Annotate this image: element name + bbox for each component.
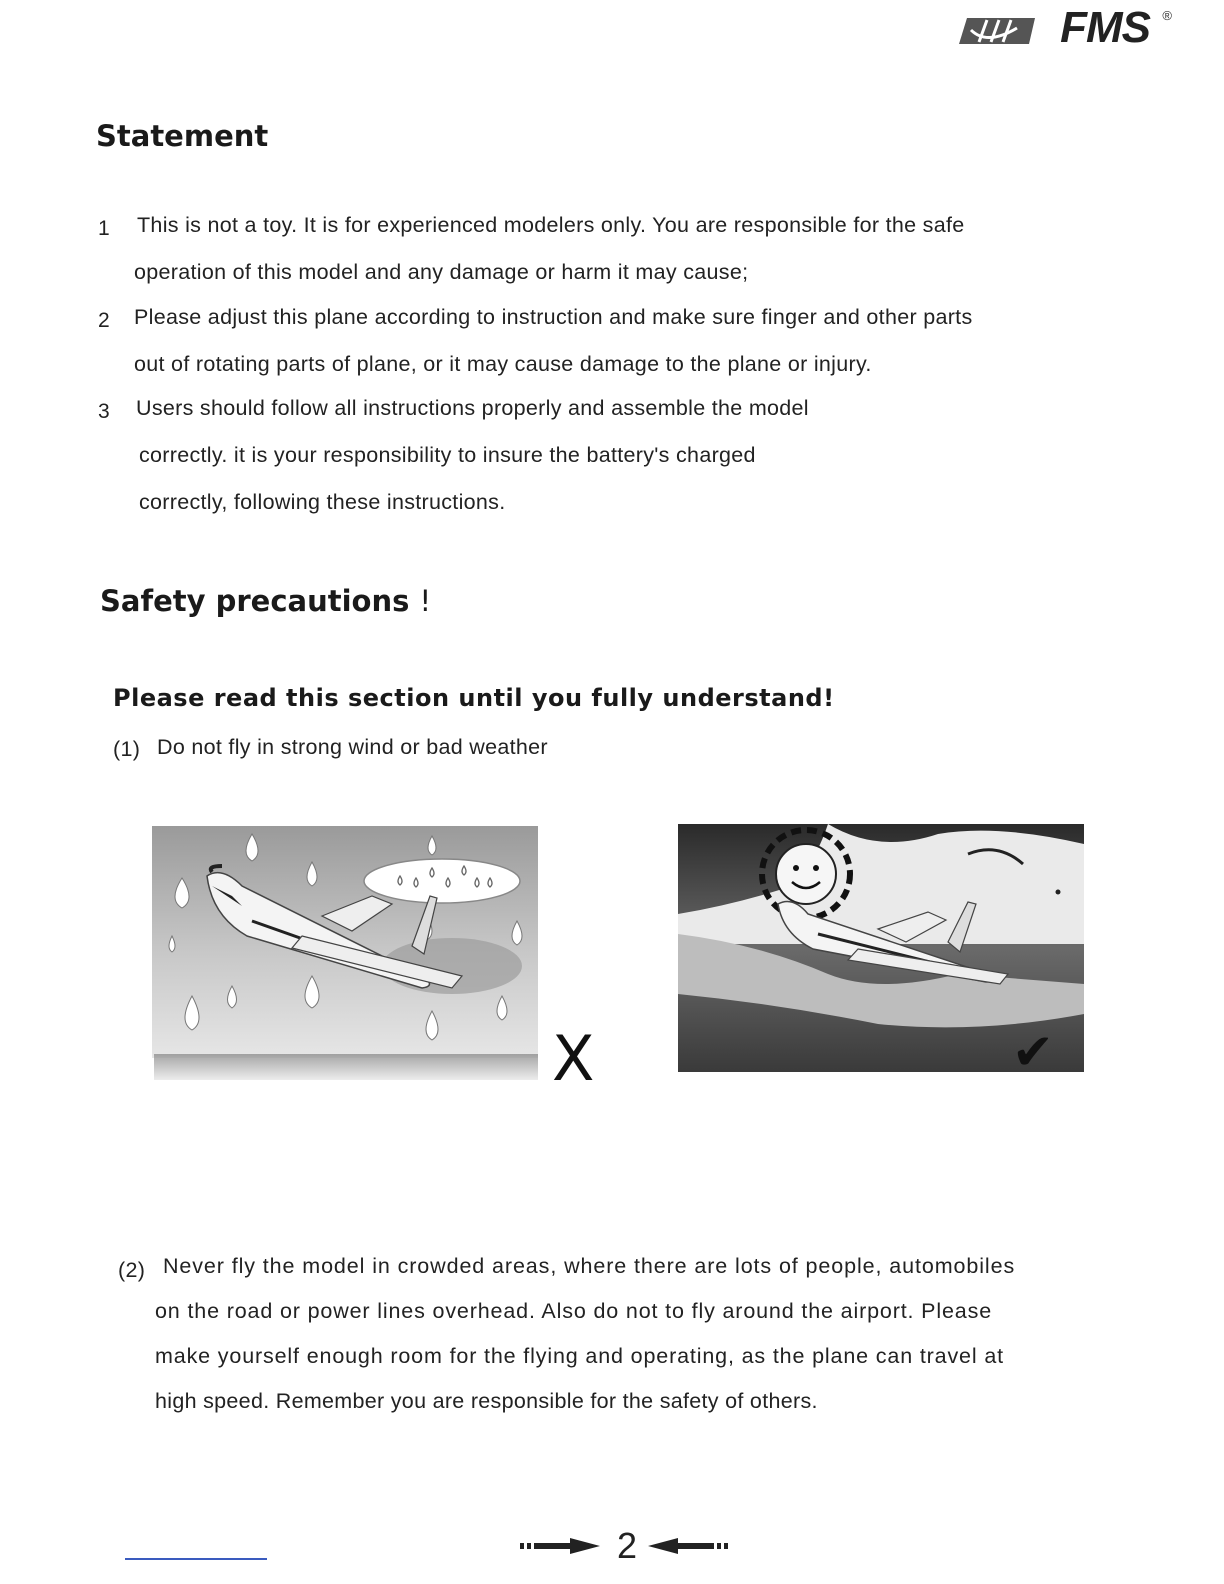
page-number: 2 xyxy=(617,1525,638,1566)
statement-3-line-3: correctly, following these instructions. xyxy=(139,490,506,514)
safety-title-mark: ! xyxy=(419,584,432,618)
statement-1-line-1: This is not a toy. It is for experienced modelers only. You are responsible for the safe xyxy=(137,213,965,237)
safety-item-2-line-4: high speed. Remember you are responsible for the safety of others. xyxy=(155,1389,818,1413)
bad-weather-illustration xyxy=(152,826,538,1058)
page-number-footer xyxy=(520,1526,730,1566)
statement-2-line-1: Please adjust this plane according to instruction and make sure finger and other parts xyxy=(134,305,973,329)
statement-1-line-2: operation of this model and any damage or harm it may cause; xyxy=(134,260,749,284)
safety-item-2-line-1: Never fly the model in crowded areas, where there are lots of people, automobiles xyxy=(163,1254,1016,1278)
safety-item-2-number: (2) xyxy=(118,1258,146,1282)
statement-number-3: 3 xyxy=(98,400,110,423)
fms-logo xyxy=(957,3,1172,52)
statement-2-line-2: out of rotating parts of plane, or it may cause damage to the plane or injury. xyxy=(134,352,872,376)
statement-number-1: 1 xyxy=(98,217,110,240)
logo-stripes-icon xyxy=(957,16,1035,46)
statement-title: Statement xyxy=(96,119,269,153)
statement-number-2: 2 xyxy=(98,309,110,332)
statement-3-line-1: Users should follow all instructions properly and assemble the model xyxy=(136,396,809,420)
safety-item-2-line-2: on the road or power lines overhead. Also do not to fly around the airport. Please xyxy=(155,1299,993,1323)
registered-mark: ® xyxy=(1162,8,1172,23)
safety-title xyxy=(100,584,431,618)
safety-item-1-number: (1) xyxy=(113,737,141,761)
bad-weather-ground-shadow xyxy=(154,1054,538,1080)
logo-text: FMS xyxy=(1060,3,1150,52)
good-mark-icon: ✔ xyxy=(1012,1024,1054,1080)
footer-underline xyxy=(125,1558,267,1560)
arrow-left-icon xyxy=(646,1536,728,1556)
statement-3-line-2: correctly. it is your responsibility to insure the battery's charged xyxy=(139,443,756,467)
safety-subtitle: Please read this section until you fully understand! xyxy=(113,684,835,712)
safety-item-1-text: Do not fly in strong wind or bad weather xyxy=(157,735,548,759)
arrow-right-icon xyxy=(520,1536,602,1556)
bad-mark-icon: X xyxy=(552,1022,595,1095)
safety-item-2-line-3: make yourself enough room for the flying and operating, as the plane can travel at xyxy=(155,1344,1004,1368)
safety-title-text: Safety precautions xyxy=(100,584,410,618)
